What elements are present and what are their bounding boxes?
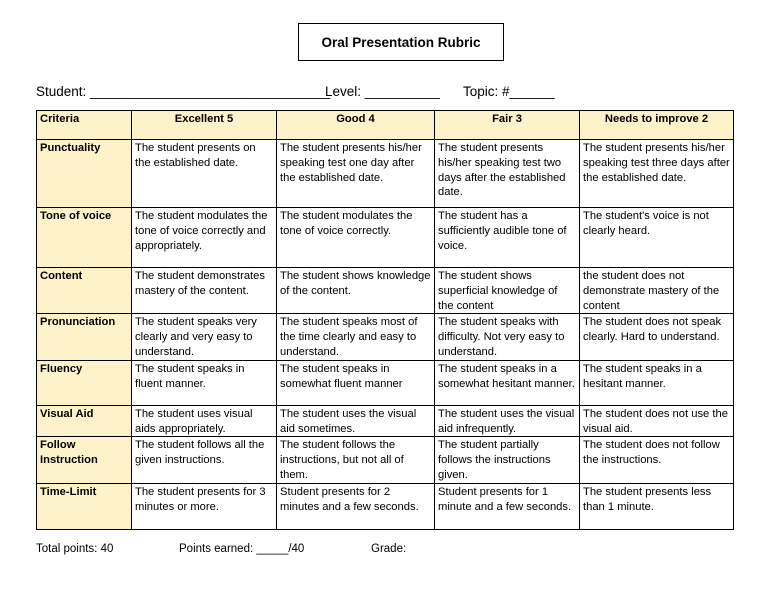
table-cell: The student uses the visual aid infrequently. [435,405,580,437]
header-needs-improve: Needs to improve 2 [580,111,734,140]
criteria-cell: Follow Instruction [37,437,132,483]
table-cell: The student modulates the tone of voice correctly. [277,208,435,268]
points-earned-text: Points earned: _____/40 [179,543,305,555]
table-cell: The student modulates the tone of voice correctly and appropriately. [132,208,277,268]
header-criteria: Criteria [37,111,132,140]
table-row [37,268,734,314]
table-row [37,208,734,268]
table-row [37,405,734,437]
header-row [37,111,734,140]
grade-text: Grade: [371,543,407,555]
header-excellent: Excellent 5 [132,111,277,140]
table-row [37,437,734,483]
table-cell: The student presents on the established date. [132,140,277,208]
table-cell: The student presents his/her speaking test two days after the established date. [435,140,580,208]
table-cell: The student uses the visual aid sometimes. [277,405,435,437]
criteria-cell: Fluency [37,360,132,405]
header-good: Good 4 [277,111,435,140]
table-row [37,360,734,405]
criteria-cell: Content [37,268,132,314]
table-cell: The student's voice is not clearly heard. [580,208,734,268]
table-cell: The student uses visual aids appropriately. [132,405,277,437]
table-cell: Student presents for 2 minutes and a few seconds. [277,483,435,529]
table-cell: The student speaks in fluent manner. [132,360,277,405]
table-cell: The student partially follows the instructions given. [435,437,580,483]
table-cell: The student follows the instructions, but not all of them. [277,437,435,483]
table-cell: the student does not demonstrate mastery of the content [580,268,734,314]
table-cell: The student follows all the given instructions. [132,437,277,483]
table-cell: The student presents his/her speaking test three days after the established date. [580,140,734,208]
table-cell: The student does not use the visual aid. [580,405,734,437]
total-points-text: Total points: 40 [36,543,114,555]
table-cell: The student demonstrates mastery of the content. [132,268,277,314]
student-field: Student: ________________________________ [36,84,331,99]
criteria-cell: Punctuality [37,140,132,208]
student-info-line [36,84,732,102]
document-title: Oral Presentation Rubric [298,23,504,61]
table-cell: The student presents his/her speaking test one day after the established date. [277,140,435,208]
points-footer [36,543,736,559]
table-cell: The student does not follow the instructions. [580,437,734,483]
criteria-cell: Visual Aid [37,405,132,437]
table-cell: The student presents less than 1 minute. [580,483,734,529]
table-cell: The student speaks in somewhat fluent manner [277,360,435,405]
level-field: Level: __________ [325,84,440,99]
table-cell: The student speaks very clearly and very easy to understand. [132,314,277,360]
table-row [37,140,734,208]
table-cell: The student speaks with difficulty. Not very easy to understand. [435,314,580,360]
table-cell: The student has a sufficiently audible tone of voice. [435,208,580,268]
table-cell: The student presents for 3 minutes or more. [132,483,277,529]
table-cell: Student presents for 1 minute and a few seconds. [435,483,580,529]
table-cell: The student shows superficial knowledge of the content [435,268,580,314]
table-cell: The student speaks most of the time clearly and easy to understand. [277,314,435,360]
criteria-cell: Time-Limit [37,483,132,529]
criteria-cell: Tone of voice [37,208,132,268]
table-row [37,483,734,529]
rubric-table [36,110,734,530]
table-cell: The student shows knowledge of the content. [277,268,435,314]
table-cell: The student speaks in a hesitant manner. [580,360,734,405]
topic-field: Topic: #______ [463,84,555,99]
table-row [37,314,734,360]
table-cell: The student does not speak clearly. Hard to understand. [580,314,734,360]
criteria-cell: Pronunciation [37,314,132,360]
header-fair: Fair 3 [435,111,580,140]
table-cell: The student speaks in a somewhat hesitant manner. [435,360,580,405]
